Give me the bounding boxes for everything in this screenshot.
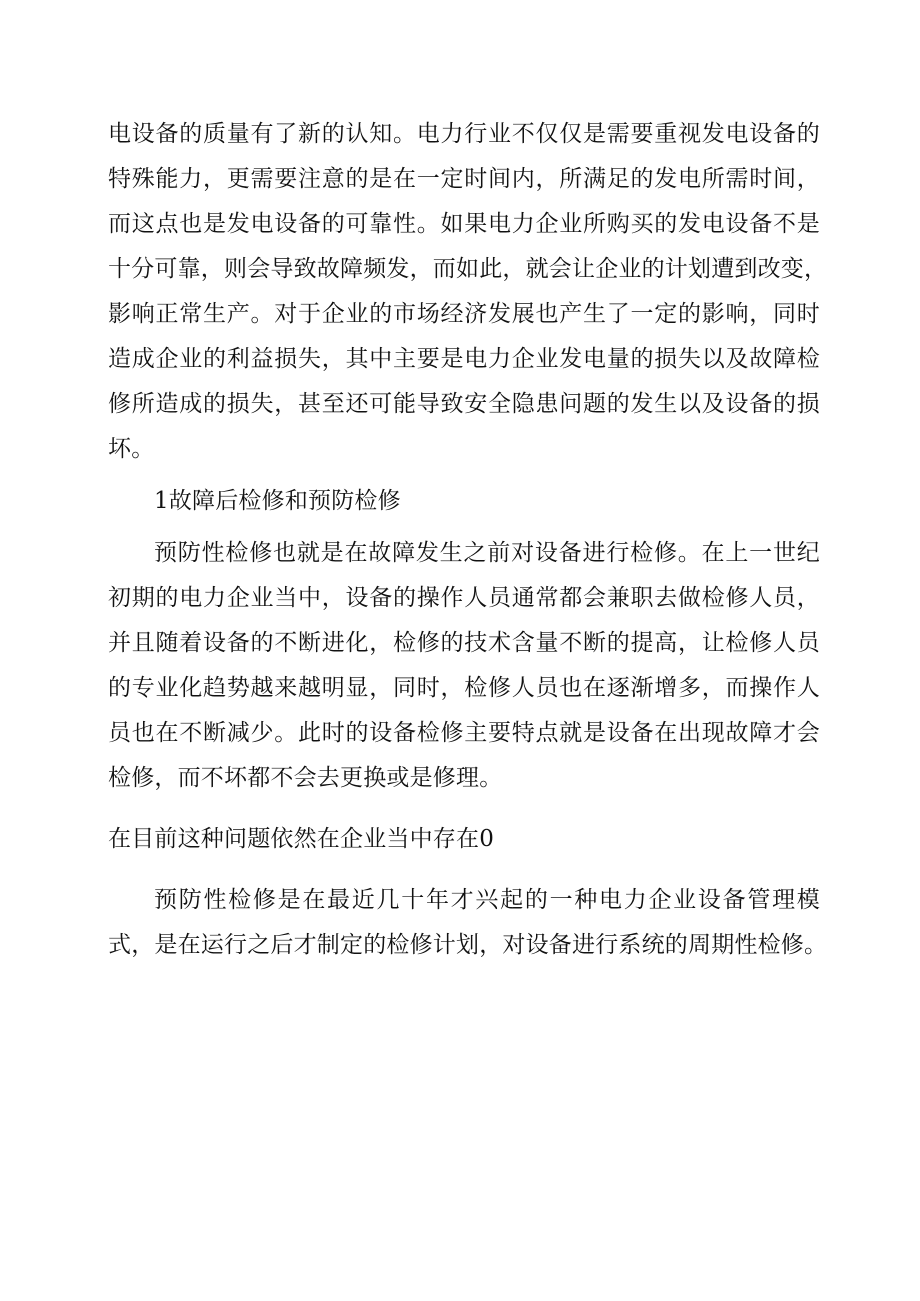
paragraph-1-line: 影响正常生产。对于企业的市场经济发展也产生了一定的影响，同时 xyxy=(108,301,820,327)
paragraph-2-line: 初期的电力企业当中，设备的操作人员通常都会兼职去做检修人员， xyxy=(108,585,820,611)
paragraph-1-line: 十分可靠，则会导致故障频发，而如此，就会让企业的计划遭到改变， xyxy=(108,256,828,282)
paragraph-3 xyxy=(108,878,820,923)
standalone-line-text: 在目前这种问题依然在企业当中存在0 xyxy=(108,826,495,852)
paragraph-2-line: 并且随着设备的不断进化，检修的技术含量不断的提高，让检修人员 xyxy=(108,630,820,656)
paragraph-2-line: 员也在不断减少。此时的设备检修主要特点就是设备在出现故障才会 xyxy=(108,720,820,746)
paragraph-2-line: 预防性检修也就是在故障发生之前对设备进行检修。在上一世纪 xyxy=(154,540,820,566)
section-heading xyxy=(108,479,820,524)
paragraph-3-line: 式，是在运行之后才制定的检修计划，对设备进行系统的周期性检修。 xyxy=(108,932,828,958)
paragraph-3-continued xyxy=(108,923,828,968)
document-page xyxy=(108,112,828,968)
paragraph-1 xyxy=(108,112,828,472)
paragraph-2 xyxy=(108,531,820,576)
paragraph-3-line: 预防性检修是在最近几十年才兴起的一种电力企业设备管理模 xyxy=(154,887,820,913)
paragraph-2-line: 的专业化趋势越来越明显，同时，检修人员也在逐渐增多，而操作人 xyxy=(108,675,820,701)
section-heading-text: 1故障后检修和预防检修 xyxy=(154,488,401,514)
paragraph-2-line: 检修，而不坏都不会去更换或是修理。 xyxy=(108,765,503,791)
paragraph-2-continued xyxy=(108,576,820,801)
paragraph-1-line: 坏。 xyxy=(108,436,155,462)
standalone-line xyxy=(108,817,820,862)
paragraph-1-line: 而这点也是发电设备的可靠性。如果电力企业所购买的发电设备不是 xyxy=(108,211,820,237)
paragraph-1-line: 特殊能力，更需要注意的是在一定时间内，所满足的发电所需时间， xyxy=(108,166,820,192)
paragraph-1-line: 修所造成的损失，甚至还可能导致安全隐患问题的发生以及设备的损 xyxy=(108,391,820,417)
paragraph-1-line: 电设备的质量有了新的认知。电力行业不仅仅是需要重视发电设备的 xyxy=(108,121,820,147)
paragraph-1-line: 造成企业的利益损失，其中主要是电力企业发电量的损失以及故障检 xyxy=(108,346,820,372)
